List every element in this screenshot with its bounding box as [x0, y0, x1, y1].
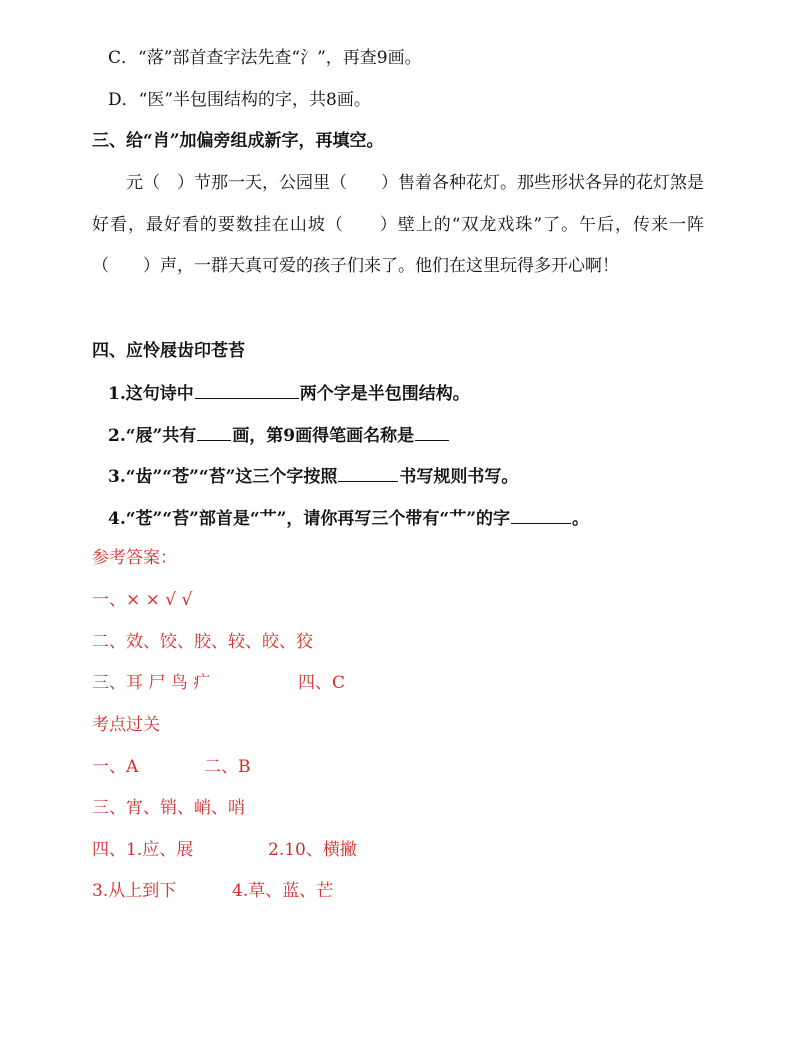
q4-item3-text-b: 书写规则书写。	[399, 467, 519, 487]
answer-1: 一、× × √ √	[92, 590, 193, 610]
q3-passage: 元（ ）节那一天，公园里（ ）售着各种花灯。那些形状各异的花灯煞是好看，最好看的要数挂在山坡（ ）壁上的“双龙戏珠”了。午后，传来一阵（ ）声，一群天真可爱的孩子们来了。他们在这里玩得多开心啊！	[92, 173, 704, 276]
q4-item4-text-b: 。	[571, 509, 589, 529]
q4-item1-text-b: 两个字是半包围结构。	[299, 384, 470, 404]
answers-title: 参考答案：	[92, 548, 177, 568]
q4-item3-text-a: 3.“齿”“苍”“苔”这三个字按照	[108, 467, 338, 487]
blank-3[interactable]	[338, 463, 398, 482]
answer-3-left: 三、耳 尸 鸟 疒	[92, 673, 211, 693]
option-c: C．“落”部首查字法先查“氵”，再查9画。	[108, 48, 422, 68]
q4-item1-text-a: 1.这句诗中	[108, 384, 194, 404]
blank-4[interactable]	[511, 505, 571, 524]
exam-answer-1-left: 一、A	[92, 757, 139, 777]
exam-answer-3-left: 四、1.应、展	[92, 840, 194, 860]
exam-answer-4-left: 3.从上到下	[92, 881, 177, 901]
q4-item2	[108, 422, 450, 448]
q4-item2-text-a: 2.“屐”共有	[108, 426, 197, 446]
exam-answer-1-right: 二、B	[204, 757, 251, 777]
q4-heading: 四、应怜屐齿印苍苔	[92, 341, 245, 361]
blank-2b[interactable]	[415, 422, 449, 441]
q4-item4	[108, 505, 589, 531]
q3-heading: 三、给“肖”加偏旁组成新字，再填空。	[92, 131, 384, 151]
blank-1[interactable]	[195, 380, 299, 399]
q4-item2-text-b: 画，第9画得笔画名称是	[232, 426, 415, 446]
q4-item4-text-a: 4.“苍”“苔”部首是“艹”，请你再写三个带有“艹”的字	[108, 509, 510, 529]
exam-answer-4-right: 4.草、蓝、芒	[232, 881, 334, 901]
exam-answer-3-right: 2.10、横撇	[268, 840, 357, 860]
answer-2: 二、效、饺、胶、较、皎、狡	[92, 632, 313, 652]
q4-item3	[108, 463, 518, 489]
answer-3-right: 四、C	[298, 673, 346, 693]
q4-item1	[108, 380, 470, 406]
exam-answer-2: 三、宵、销、峭、哨	[92, 798, 245, 818]
option-d: D．“医”半包围结构的字，共8画。	[108, 90, 371, 110]
blank-2a[interactable]	[197, 422, 231, 441]
exam-points-title: 考点过关	[92, 715, 160, 735]
